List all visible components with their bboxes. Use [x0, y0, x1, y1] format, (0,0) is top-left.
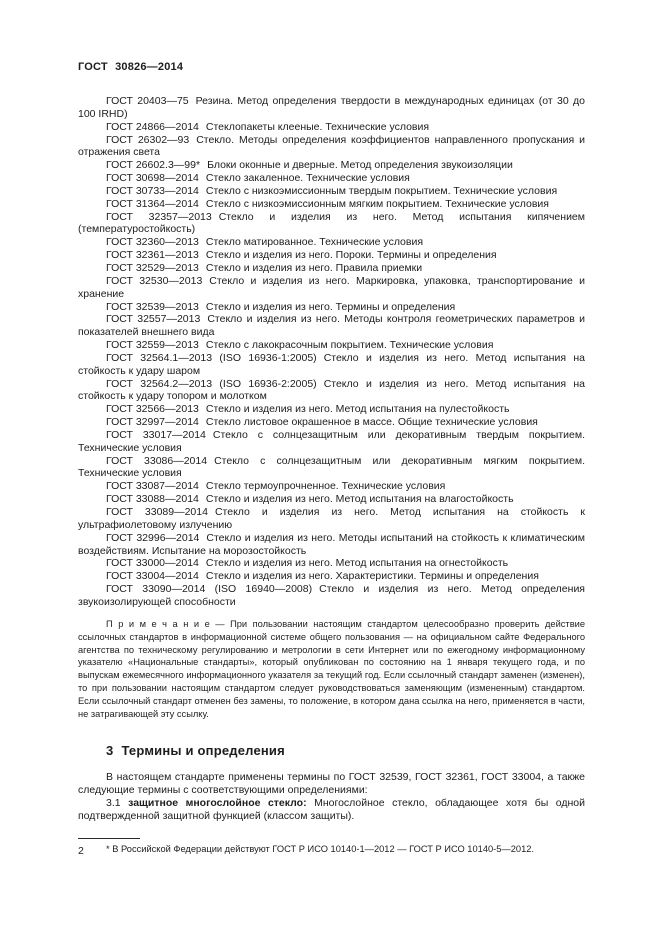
reference-code: ГОСТ 20403—75	[106, 95, 189, 107]
reference-item	[78, 506, 585, 532]
reference-code: ГОСТ 33088—2014	[106, 493, 199, 506]
reference-item	[78, 416, 585, 429]
reference-title: Стекло с низкоэмиссионным твердым покрытием. Технические условия	[205, 184, 558, 197]
reference-code: ГОСТ 32360—2013	[106, 236, 199, 249]
section-intro: В настоящем стандарте применены термины по ГОСТ 32539, ГОСТ 32361, ГОСТ 33004, а также следующие термины с соответствующими определениями:	[78, 771, 585, 796]
reference-item	[78, 262, 585, 275]
reference-code: ГОСТ 26602.3—99*	[106, 159, 201, 172]
section-title: Термины и определения	[121, 743, 285, 758]
reference-code: ГОСТ 32559—2013	[106, 339, 199, 352]
reference-item	[78, 557, 585, 570]
section-heading	[78, 743, 585, 758]
reference-title: Стекло и изделия из него. Маркировка, упаковка, транспортирование и хранение	[78, 274, 585, 300]
reference-item	[78, 532, 585, 558]
reference-code: ГОСТ 32566—2013	[106, 403, 199, 416]
reference-item	[78, 583, 585, 609]
reference-title: Стекло с солнцезащитным или декоративным мягким покрытием. Технические условия	[78, 454, 585, 480]
reference-title: Стекло и изделия из него. Термины и определения	[205, 300, 456, 313]
reference-title: Стекло и изделия из него. Метод испытания на стойкость к удару топором и молотком	[78, 377, 586, 403]
reference-title: Стекло. Методы определения коэффициентов направленного пропускания и отражения света	[78, 133, 585, 159]
reference-title: Стеклопакеты клееные. Технические условия	[205, 120, 430, 133]
term-definition: Многослойное стекло, обладающее хотя бы одной подтвержденной защитной функцией (классом защиты).	[78, 796, 585, 822]
reference-code: ГОСТ 33089—2014	[106, 506, 208, 518]
reference-code: ГОСТ 32564.2—2013 (ISO 16936-2:2005)	[106, 377, 317, 390]
reference-code: ГОСТ 32557—2013	[106, 313, 201, 326]
reference-code: ГОСТ 24866—2014	[106, 120, 199, 133]
note-text: — При пользовании настоящим стандартом целесообразно проверить действие ссылочных стандартов в информационной системе общего пользования — на официальном сайте Федерального агентства по техническому регулированию и метрологии в сети Интернет или по ежегодному информационному указателю «Национальные стандарты», который опубликован по состоянию на 1 января текущего года, и по выпускам ежемесячного информационного указателя за текущий год. Если ссылочный стандарт заменен (изменен), то при пользовании настоящим стандартом следует руководствоваться заменяющим (измененным) стандартом. Если ссылочный стандарт отменен без замены, то положение, в котором дана ссылка на него, применяется в части, не затрагивающей эту ссылку.	[78, 618, 585, 720]
reference-code: ГОСТ 32357—2013	[106, 210, 212, 223]
reference-item	[78, 211, 585, 237]
reference-title: Стекло и изделия из него. Метод испытания на пулестойкость	[205, 403, 510, 416]
reference-item	[78, 480, 585, 493]
reference-item	[78, 570, 585, 583]
footnote-block	[78, 838, 585, 856]
reference-code: ГОСТ 32564.1—2013 (ISO 16936-1:2005)	[106, 351, 317, 364]
reference-item	[78, 95, 585, 121]
reference-title: Стекло термоупрочненное. Технические условия	[205, 480, 446, 493]
reference-item	[78, 172, 585, 185]
term-name: защитное многослойное стекло:	[128, 796, 307, 809]
reference-code: ГОСТ 32361—2013	[106, 249, 199, 262]
reference-title: Резина. Метод определения твердости в международных единицах (от 30 до 100 IRHD)	[78, 95, 585, 120]
reference-code: ГОСТ 30733—2014	[106, 184, 199, 197]
reference-item	[78, 403, 585, 416]
reference-item	[78, 159, 585, 172]
reference-title: Стекло и изделия из него. Метод испытания на стойкость к удару шаром	[78, 351, 586, 377]
reference-code: ГОСТ 33017—2014	[106, 428, 206, 441]
reference-code: ГОСТ 30698—2014	[106, 172, 199, 185]
reference-item	[78, 455, 585, 481]
reference-code: ГОСТ 32996—2014	[106, 531, 200, 544]
reference-item	[78, 301, 585, 314]
reference-title: Стекло с солнцезащитным или декоративным твердым покрытием. Технические условия	[78, 428, 585, 454]
reference-item	[78, 249, 585, 262]
reference-title: Стекло с лакокрасочным покрытием. Технические условия	[205, 339, 494, 352]
reference-code: ГОСТ 33000—2014	[106, 557, 199, 570]
reference-code: ГОСТ 32529—2013	[106, 261, 199, 274]
reference-code: ГОСТ 32997—2014	[106, 416, 199, 429]
reference-title: Стекло и изделия из него. Метод определения звукоизолирующей способности	[78, 583, 585, 608]
reference-title: Стекло и изделия из него. Методы испытаний на стойкость к климатическим воздействиям. Испытание на морозостойкость	[78, 531, 585, 557]
footnote-rule	[78, 838, 140, 839]
reference-title: Блоки оконные и дверные. Метод определения звукоизоляции	[207, 159, 513, 172]
reference-item	[78, 352, 585, 378]
page-number: 2	[78, 845, 84, 857]
reference-code: ГОСТ 33086—2014	[106, 454, 208, 467]
references-list	[78, 95, 585, 609]
reference-item	[78, 134, 585, 160]
reference-title: Стекло и изделия из него. Метод испытания на огнестойкость	[205, 557, 509, 570]
section-number: 3	[106, 743, 114, 758]
reference-item	[78, 493, 585, 506]
reference-code: ГОСТ 33087—2014	[106, 480, 199, 493]
reference-code: ГОСТ 33004—2014	[106, 570, 199, 583]
reference-title: Стекло закаленное. Технические условия	[205, 172, 410, 185]
reference-title: Стекло листовое окрашенное в массе. Общие технические условия	[205, 416, 538, 429]
reference-title: Стекло и изделия из него. Метод испытания на стойкость к ультрафиолетовому излучению	[78, 506, 586, 531]
reference-item	[78, 236, 585, 249]
term-paragraph	[78, 797, 585, 823]
reference-item	[78, 429, 585, 455]
reference-title: Стекло и изделия из него. Методы контроля геометрических параметров и показателей внешнего вида	[78, 313, 585, 339]
reference-item	[78, 185, 585, 198]
reference-item	[78, 313, 585, 339]
reference-code: ГОСТ 32539—2013	[106, 300, 199, 313]
reference-title: Стекло матированное. Технические условия	[205, 236, 424, 249]
reference-code: ГОСТ 32530—2013	[106, 274, 203, 287]
reference-item	[78, 275, 585, 301]
note-block	[78, 618, 585, 721]
note-label: П р и м е ч а н и е	[106, 618, 210, 629]
reference-title: Стекло и изделия из него. Характеристики. Термины и определения	[205, 570, 539, 583]
page-content	[78, 61, 585, 856]
reference-item	[78, 198, 585, 211]
reference-item	[78, 339, 585, 352]
footnote-text: * В Российской Федерации действуют ГОСТ Р ИСО 10140-1—2012 — ГОСТ Р ИСО 10140-5—2012.	[106, 844, 534, 855]
reference-code: ГОСТ 26302—93	[106, 133, 190, 146]
document-header: ГОСТ 30826—2014	[78, 61, 184, 73]
reference-code: ГОСТ 31364—2014	[106, 197, 199, 210]
term-number: 3.1	[106, 796, 121, 809]
reference-title: Стекло и изделия из него. Метод испытания кипячением (температуростойкость)	[78, 210, 585, 236]
reference-code: ГОСТ 33090—2014 (ISO 16940—2008)	[106, 583, 313, 596]
reference-title: Стекло и изделия из него. Правила приемки	[205, 261, 423, 274]
reference-item	[78, 378, 585, 404]
reference-title: Стекло и изделия из него. Пороки. Термины и определения	[205, 249, 497, 262]
reference-item	[78, 121, 585, 134]
reference-title: Стекло с низкоэмиссионным мягким покрытием. Технические условия	[205, 197, 549, 210]
reference-title: Стекло и изделия из него. Метод испытания на влагостойкость	[205, 493, 514, 506]
